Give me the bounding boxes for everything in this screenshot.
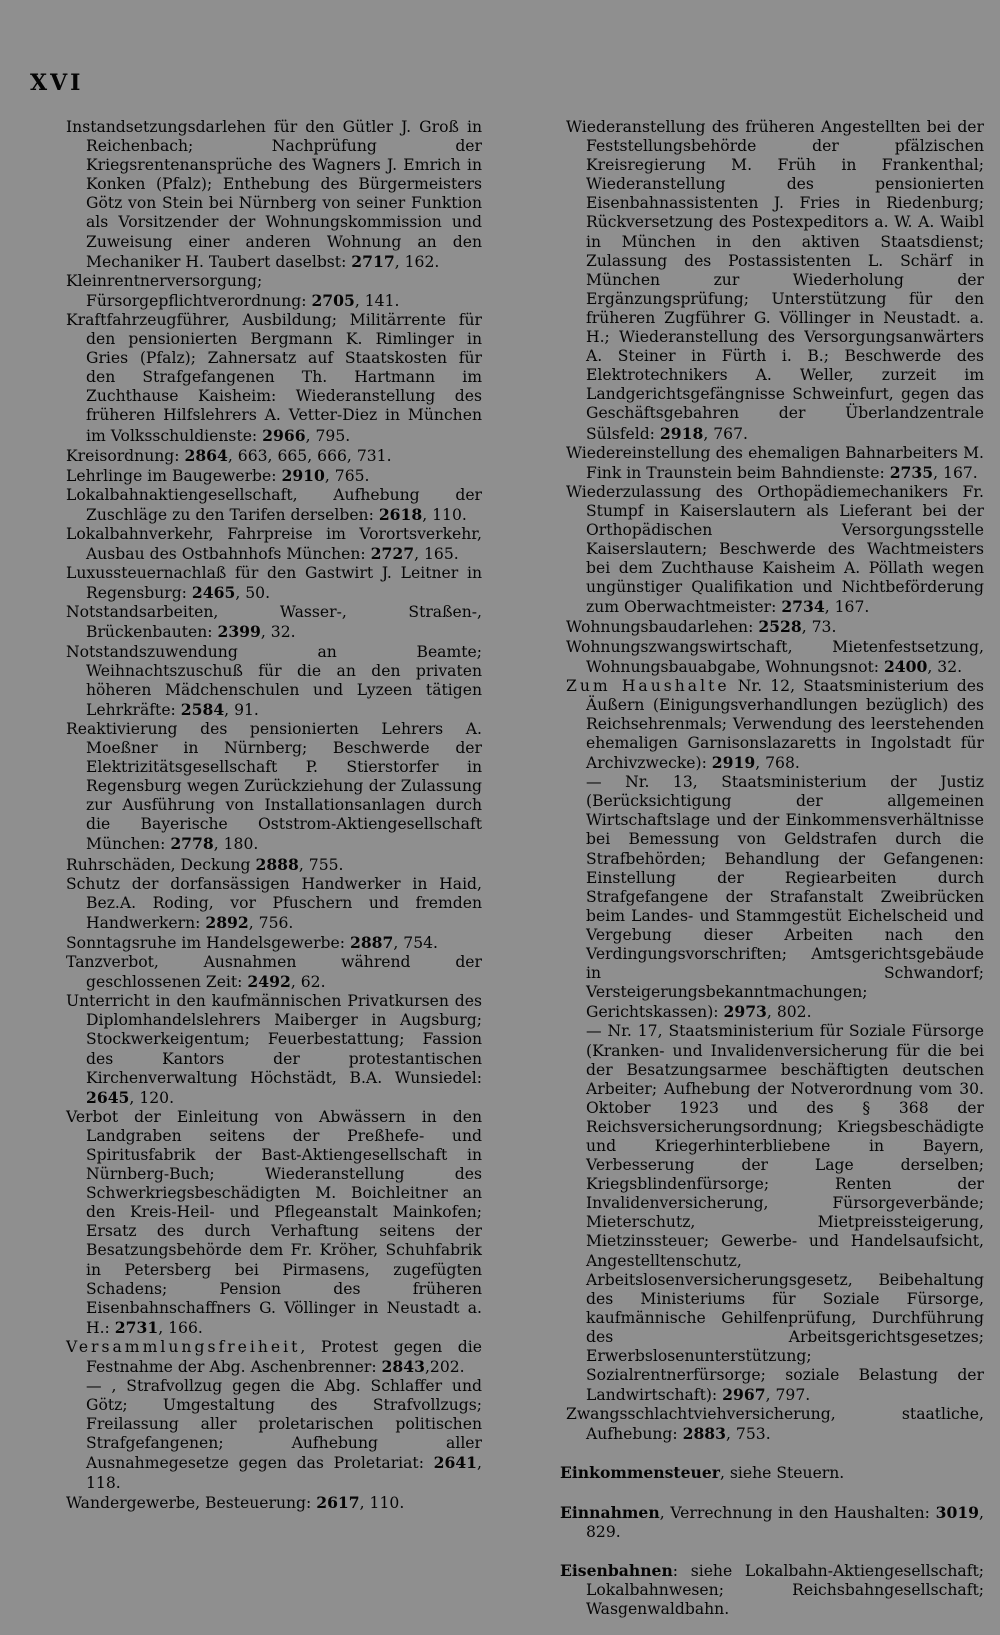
entry-number: 2918 (659, 423, 704, 443)
entry-text: Lehrlinge im Baugewerbe: (66, 466, 282, 485)
entry-number: 2705 (311, 290, 355, 310)
entry-number: 2645 (86, 1087, 130, 1107)
index-entry (66, 643, 482, 720)
entry-text: Wandergewerbe, Besteuerung: (66, 1493, 317, 1512)
index-entry (66, 1377, 482, 1493)
entry-page: , 767. (703, 424, 748, 443)
entry-page: , 120. (129, 1088, 175, 1107)
entry-text: Ruhrschäden, Deckung (66, 855, 256, 874)
entry-page: , 118. (86, 1454, 482, 1492)
entry-text: Sonntagsruhe im Handelsgewerbe: (66, 933, 350, 952)
index-entry (566, 617, 984, 637)
entry-number: 2887 (349, 932, 394, 952)
entry-page: , 62. (290, 973, 326, 992)
entry-page: , 180. (213, 835, 259, 854)
entry-text: — Nr. 17, Staatsministerium für Soziale Fürsorge (Kranken- und Invalidenversicherung für die bei der Besatzungsarmee beschäftigten deutschen Arbeiter; Aufhebung der Notverordnung vom 30. Oktober 1923 und des § 368 der Reichsversicherungsordnung; Kriegsbeschädigte und Kriegerhinterbliebene in Bayern, Verbesserung der Lage derselben; Kriegsblindenfürsorge; Renten der Invalidenversicherung, Fürsorgeverbände; Mieterschutz, Mietpreissteigerung, Mietzinssteuer; Gewerbe- und Handelsaufsicht, Angestelltenschutz, Arbeitslosenversicherungsgesetz, Beibehaltung des Ministeriums für Soziale Fürsorge, kaufmännische Gehilfenprüfung, Durchführung des Arbeitsgerichtsgesetzes; Erwerbslosenunterstützung; Sozialrentnerfürsorge; soziale Belastung der Landwirtschaft): (586, 1022, 984, 1405)
entry-page: , 110. (359, 1493, 405, 1512)
entry-page: , 802. (766, 1003, 812, 1022)
entry-number: 2864 (184, 445, 228, 465)
entry-number: 2843 (381, 1357, 425, 1376)
entry-number: 2888 (255, 854, 299, 874)
entry-page: , 753. (726, 1425, 771, 1444)
entry-text: Reaktivierung des pensionierten Lehrers A. Moeßner in Nürnberg; Beschwerde der Elektrizitätsgesellschaft P. Stierstorfer in Regensburg wegen Zurückziehung der Zulassung zur Ausführung von Installationsanlagen durch die Bayerische Oststrom-Aktiengesellschaft München: (66, 719, 482, 854)
entry-number: 2778 (170, 834, 214, 854)
entry-text: , Verrechnung in den Haushalten: (659, 1503, 936, 1522)
entry-page: , 91. (224, 700, 259, 719)
entry-text: , siehe Steuern. (720, 1464, 845, 1483)
entry-number: 2465 (191, 583, 236, 603)
entry-number: 2910 (281, 465, 325, 485)
index-heading-entry (560, 1502, 984, 1542)
entry-text: Lokalbahnverkehr, Fahrpreise im Vorortsverkehr, Ausbau des Ostbahnhofs München: (66, 524, 482, 564)
index-entry (566, 1405, 984, 1444)
entry-number: 2967 (722, 1385, 766, 1405)
entry-number: 2617 (316, 1492, 360, 1512)
entry-page: , 768. (755, 754, 800, 773)
left-column (66, 118, 482, 1513)
index-entry (66, 720, 482, 855)
entry-page: , 162. (394, 252, 440, 271)
entry-number: 2641 (433, 1453, 478, 1473)
entry-number: 2618 (378, 504, 423, 524)
index-entry (66, 525, 482, 564)
index-entry (566, 118, 984, 444)
entry-text: — , Strafvollzug gegen die Abg. Schlaffer und Götz; Umgestaltung des Strafvollzugs; Freilassung aller proletarischen politischen Strafgefangenen; Aufhebung aller Ausnahmegesetze gegen das Proletariat: (86, 1377, 482, 1473)
index-entry (66, 953, 482, 992)
entry-text: Verbot der Einleitung von Abwässern in den Landgraben seitens der Preßhefe- und Spiritusfabrik der Bast-Aktiengesellschaft in Nürnberg-Buch; Wiederanstellung des Schwerkriegsbeschädigten M. Boichleitner an den Kreis-Heil- und Pflegeanstalt Mainkofen; Ersatz des durch Verhaftung seitens der Besatzungsbehörde dem Fr. Kröher, Schuhfabrik in Petersberg bei Pirmasens, zugefügten Schadens; Pension des früheren Eisenbahnschaffners G. Völlinger in Neustadt a. H.: (66, 1107, 482, 1337)
entry-page: , 110. (422, 505, 467, 524)
index-entry (66, 1338, 482, 1377)
entry-page: , 829. (586, 1503, 984, 1541)
entry-number: 2883 (682, 1424, 727, 1444)
entry-text: Unterricht in den kaufmännischen Privatkursen des Diplomhandelslehrers Maiberger in Augsburg; Stockwerkeigentum; Feuerbestattung; Fassion des Kantors der protestantischen Kirchenverwaltung Höchstädt, B.A. Wunsiedel: (66, 992, 482, 1087)
entry-text: Wohnungszwangswirtschaft, Mietenfestsetzung, Wohnungsbauabgabe, Wohnungsnot: (566, 637, 984, 676)
page-number: XVI (30, 70, 84, 96)
entry-page: , 50. (235, 584, 271, 603)
index-entry (566, 677, 984, 773)
entry-page: , 141. (354, 291, 400, 310)
entry-text: Wiederanstellung des früheren Angestellten bei der Feststellungsbehörde der pfälzischen Kreisregierung M. Früh in Frankenthal; Wiederanstellung des pensionierten Eisenbahnassistenten J. Fries in Riedenburg; Rückversetzung des Postexpeditors a. W. A. Waibl in München in den aktiven Staatsdienst; Zulassung des Postassistenten L. Schärf in München zur Wiederholung der Ergänzungsprüfung; Unterstützung für den früheren Zugführer G. Völlinger in Neustadt. a. H.; Wiederanstellung des Versorgungsanwärters A. Steiner in Fürth i. B.; Beschwerde des Elektrotechnikers A. Weller, zurzeit im Landgerichtsgefängnisse Schweinfurt, gegen das Geschäftsgebahren der Überlandzentrale Sülsfeld: (566, 118, 984, 443)
entry-number: 2717 (351, 251, 395, 271)
entry-text: Wiederzulassung des Orthopädiemechanikers Fr. Stumpf in Kaiserslautern als Lieferant bei der Orthopädischen Versorgungsstelle Kaiserslautern; Beschwerde des Wachtmeisters bei dem Zuchthause Kaisheim A. Pöllath wegen ungünstiger Qualifikation und Nichtbeförderung zum Oberwachtmeister: (566, 482, 984, 617)
heading-keyword: Eisenbahnen (560, 1560, 673, 1580)
index-entry (566, 638, 984, 677)
index-entry (66, 564, 482, 603)
entry-number: 2400 (883, 656, 928, 676)
index-heading-entry (560, 1560, 984, 1619)
entry-text: Lokalbahnaktiengesellschaft, Aufhebung der Zuschläge zu den Tarifen derselben: (66, 485, 482, 524)
index-entry (66, 311, 482, 446)
index-entry (566, 444, 984, 483)
entry-text: Notstandszuwendung an Beamte; Weihnachtszuschuß für die an den privaten höheren Mädchenschulen und Lyzeen tätigen Lehrkräfte: (66, 642, 482, 719)
entry-number: 2892 (205, 912, 249, 932)
entry-text: Kleinrentnerversorgung; Fürsorgepflichtverordnung: (66, 271, 312, 310)
entry-text: Notstandsarbeiten, Wasser-, Straßen-, Brückenbauten: (66, 603, 482, 642)
entry-page: , 73. (801, 618, 837, 637)
entry-page: , 795. (305, 426, 351, 445)
index-entry (66, 855, 482, 875)
index-entry (66, 1108, 482, 1338)
entry-text: Instandsetzungsdarlehen für den Gütler J. Groß in Reichenbach; Nachprüfung der Kriegsrentenansprüche des Wagners J. Emrich in Konken (Pfalz); Enthebung des Bürgermeisters Götz von Stein bei Nürnberg von seiner Funktion als Vorsitzender der Wohnungskommission und Zuweisung einer anderen Wohnung an den Mechaniker H. Taubert daselbst: (66, 118, 482, 271)
entry-page: , 754. (393, 933, 439, 952)
entry-number: 2492 (247, 972, 291, 992)
index-entry (66, 118, 482, 272)
index-entry (66, 272, 482, 311)
entry-page: ,202. (424, 1358, 465, 1376)
entry-text: Zwangsschlachtviehversicherung, staatliche, Aufhebung: (566, 1405, 984, 1444)
index-entry (66, 875, 482, 933)
entry-number: 2966 (262, 425, 306, 445)
entry-number: 3019 (935, 1502, 980, 1522)
entry-page: , 755. (298, 855, 344, 874)
entry-page: , 32. (260, 623, 296, 642)
index-entry (66, 933, 482, 953)
index-entry (66, 466, 482, 486)
entry-page: , 32. (927, 657, 963, 676)
entry-text: Tanzverbot, Ausnahmen während der geschlossenen Zeit: (66, 953, 482, 992)
entry-text: Kraftfahrzeugführer, Ausbildung; Militärrente für den pensionierten Bergmann K. Rimlinger in Gries (Pfalz); Zahnersatz auf Staatskosten für den Strafgefangenen Th. Hartmann im Zuchthause Kaisheim: Wiederanstellung des früheren Hilfslehrers A. Vetter-Diez in München im Volksschuldienste: (66, 310, 482, 445)
index-entry (566, 773, 984, 1022)
entry-text: Nr. 12, Staatsministerium des Äußern (Einigungsverhandlungen bezüglich) des Reichsehrenmals; Verwendung des leerstehenden ehemaligen Garnisonslazaretts in Ingolstadt für Archivzwecke): (586, 676, 984, 773)
right-column (560, 118, 984, 1635)
entry-number: 2731 (114, 1317, 159, 1337)
entry-page: , 165. (414, 545, 459, 564)
index-entry (66, 486, 482, 525)
entry-number: 2727 (370, 544, 415, 564)
index-entry (66, 992, 482, 1108)
entry-page: , 663, 665, 666, 731. (227, 446, 392, 465)
entry-number: 2584 (180, 699, 225, 719)
index-entry (66, 603, 482, 642)
entry-text: , Protest gegen die Festnahme der Abg. Aschenbrenner: (86, 1337, 482, 1376)
entry-page: , 166. (158, 1318, 203, 1337)
entry-page: , 167. (824, 598, 870, 617)
heading-keyword: Einkommensteuer (560, 1463, 720, 1483)
entry-text: Wiedereinstellung des ehemaligen Bahnarbeiters M. Fink in Traunstein beim Bahndienste: (566, 443, 984, 482)
entry-text: Luxussteuernachlaß für den Gastwirt J. Leitner in Regensburg: (66, 564, 482, 603)
entry-number: 2973 (723, 1002, 767, 1022)
entry-text: Kreisordnung: (66, 446, 185, 465)
entry-page: , 765. (324, 466, 370, 485)
entry-number: 2735 (889, 462, 934, 482)
entry-keyword: Versammlungsfreiheit (66, 1337, 301, 1356)
index-entry (66, 446, 482, 466)
index-heading-entry (560, 1463, 984, 1483)
entry-number: 2528 (758, 617, 802, 637)
entry-text: Schutz der dorfansässigen Handwerker in Haid, Bez.A. Roding, vor Pfuschern und fremden Handwerkern: (66, 874, 482, 932)
entry-text: : siehe Lokalbahn-Aktiengesellschaft; Lokalbahnwesen; Reichsbahngesellschaft; Wasgenwaldbahn. (586, 1561, 984, 1618)
entry-text: — Nr. 13, Staatsministerium der Justiz (Berücksichtigung der allgemeinen Wirtschaftslage und der Einkommensverhältnisse bei Bemessung von Geldstrafen durch die Strafbehörden; Behandlung der Gefangenen: Einstellung der Regiearbeiten durch Strafgefangene der Strafanstalt Zweibrücken beim Landes- und Stammgestüt Eichelscheid und Vergebung dieser Arbeiten nach den Verdingungsvorschriften; Amtsgerichtsgebäude in Schwandorf; Versteigerungsbekanntmachungen; Gerichtskassen): (586, 773, 984, 1022)
entry-keyword: Zum Haushalte (566, 676, 730, 695)
entry-number: 2399 (217, 622, 261, 642)
index-entry (566, 1022, 984, 1405)
index-entry (66, 1493, 482, 1513)
entry-page: , 756. (248, 913, 294, 932)
index-entry (566, 483, 984, 618)
entry-page: , 167. (933, 463, 978, 482)
entry-number: 2734 (781, 597, 825, 617)
entry-number: 2919 (711, 753, 756, 773)
heading-keyword: Einnahmen (560, 1502, 660, 1522)
entry-text: Wohnungsbaudarlehen: (566, 618, 759, 637)
entry-page: , 797. (765, 1386, 811, 1405)
